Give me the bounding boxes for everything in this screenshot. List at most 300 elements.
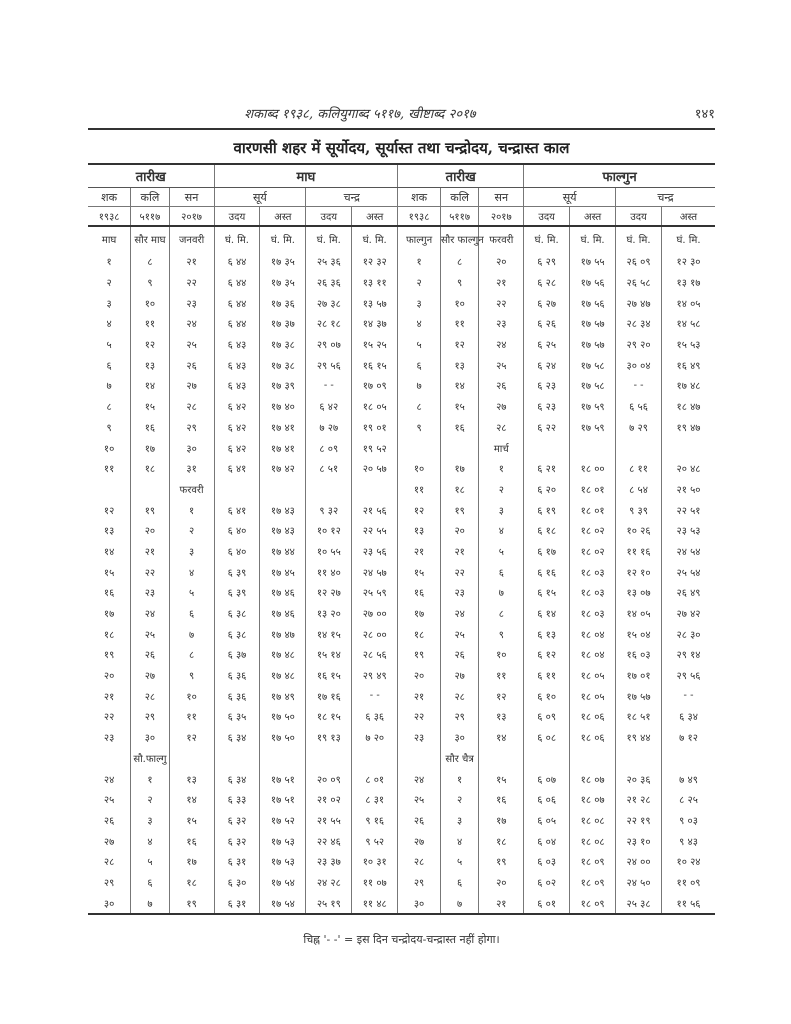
phalgun-sunset-cell bbox=[570, 437, 616, 458]
magh-shaka-date-cell: १ bbox=[106, 257, 112, 269]
phalgun-sunset-cell: १८ ०० bbox=[570, 458, 616, 479]
magh-moonset-cell: २४ ५७ bbox=[352, 561, 398, 582]
magh-sunset-cell: १७ ३९ bbox=[260, 375, 306, 396]
phalgun-moonset-cell: २० ४८ bbox=[662, 458, 716, 479]
phalgun-kali-date-cell: २९ bbox=[440, 706, 478, 727]
phalgun-moonset-cell: २९ ५६ bbox=[662, 665, 716, 686]
magh-san-date-cell: ३० bbox=[169, 437, 214, 458]
phalgun-moonrise-cell: १८ ५१ bbox=[616, 706, 662, 727]
magh-kali-date-cell: १५ bbox=[131, 396, 169, 417]
table-row bbox=[88, 292, 715, 313]
phalgun-moonrise-cell: २४ ०० bbox=[616, 851, 662, 872]
date-header-left: तारीख bbox=[88, 164, 214, 188]
phalgun-san-date-cell: १९ bbox=[479, 851, 524, 872]
phalgun-moonset-cell: २७ ४२ bbox=[662, 603, 716, 624]
phalgun-shaka-date-cell: २२ bbox=[398, 706, 441, 727]
magh-shaka-date-cell: २७ bbox=[103, 836, 115, 848]
magh-shaka-date-cell: ४ bbox=[106, 319, 112, 331]
magh-sunrise-cell: ६ ३२ bbox=[214, 830, 260, 851]
magh-san-date-cell: १० bbox=[169, 685, 214, 706]
unit-hour-minute: घं. मि. bbox=[352, 226, 398, 251]
magh-shaka-date-cell: १५ bbox=[103, 567, 115, 579]
phalgun-sunset-cell: १८ ०९ bbox=[570, 872, 616, 893]
magh-san-date-cell: २ bbox=[169, 520, 214, 541]
phalgun-sunrise-cell: ६ २८ bbox=[524, 272, 570, 293]
magh-kali-date-cell: सौ.फाल्गु bbox=[131, 748, 169, 769]
magh-sunset-cell: १७ ३७ bbox=[260, 313, 306, 334]
magh-kali-date-cell: २६ bbox=[131, 644, 169, 665]
magh-moonset-cell: २५ ५९ bbox=[352, 582, 398, 603]
uday-label: उदय bbox=[214, 207, 260, 227]
magh-sunset-cell: १७ ४७ bbox=[260, 623, 306, 644]
phalgun-san-date-cell: २० bbox=[479, 251, 524, 272]
phalgun-moonrise-cell: ९ ३९ bbox=[616, 499, 662, 520]
phalgun-sunrise-cell: ६ ०१ bbox=[524, 892, 570, 914]
magh-moonset-cell: २३ ५६ bbox=[352, 541, 398, 562]
phalgun-kali-date-cell: ३ bbox=[440, 810, 478, 831]
phalgun-sunrise-cell: ६ २३ bbox=[524, 375, 570, 396]
magh-moonset-cell: १९ ०१ bbox=[352, 417, 398, 438]
phalgun-sunset-cell: १८ ०९ bbox=[570, 851, 616, 872]
magh-moonrise-cell: ८ ०९ bbox=[306, 437, 352, 458]
phalgun-moonset-cell: ९ ०३ bbox=[662, 810, 716, 831]
phalgun-sunset-cell: १८ ०४ bbox=[570, 644, 616, 665]
magh-shaka-date-cell: २३ bbox=[103, 733, 115, 745]
phalgun-moonrise-cell: २७ ४७ bbox=[616, 292, 662, 313]
magh-sunrise-cell: ६ ३१ bbox=[214, 851, 260, 872]
phalgun-kali-date-cell: १५ bbox=[440, 396, 478, 417]
magh-sunset-cell: १७ ५२ bbox=[260, 810, 306, 831]
phalgun-sunrise-cell: ६ १२ bbox=[524, 644, 570, 665]
phalgun-shaka-date-cell: २० bbox=[398, 665, 441, 686]
magh-moonrise-cell bbox=[306, 748, 352, 769]
phalgun-moonset-cell: ९ ४३ bbox=[662, 830, 716, 851]
magh-sunrise-cell: ६ ३४ bbox=[214, 768, 260, 789]
magh-sunrise-cell: ६ ४२ bbox=[214, 417, 260, 438]
unit-hour-minute: घं. मि. bbox=[616, 226, 662, 251]
magh-kali-date-cell: १७ bbox=[131, 437, 169, 458]
magh-san-date-cell: २७ bbox=[169, 375, 214, 396]
phalgun-shaka-date-cell: २४ bbox=[398, 768, 441, 789]
phalgun-sunset-cell: १७ ५५ bbox=[570, 251, 616, 272]
magh-moonset-cell: १८ ०५ bbox=[352, 396, 398, 417]
magh-kali-date-cell: ७ bbox=[131, 892, 169, 914]
phalgun-shaka-date-cell: ३० bbox=[398, 892, 441, 914]
magh-san-date-cell: २१ bbox=[169, 251, 214, 272]
table-body bbox=[88, 251, 715, 914]
phalgun-kali-date-cell: २१ bbox=[440, 541, 478, 562]
phalgun-moonrise-cell: १४ ०५ bbox=[616, 603, 662, 624]
phalgun-sunrise-cell: ६ ०४ bbox=[524, 830, 570, 851]
phalgun-san-date-cell: ३ bbox=[479, 499, 524, 520]
ast-label: अस्त bbox=[662, 207, 716, 227]
phalgun-sunrise-cell bbox=[524, 748, 570, 769]
magh-moonrise-cell: २५ ३६ bbox=[306, 251, 352, 272]
magh-sunrise-cell: ६ ३६ bbox=[214, 685, 260, 706]
magh-moonset-cell: २८ ५६ bbox=[352, 644, 398, 665]
table-row bbox=[88, 354, 715, 375]
magh-moonset-cell: ६ ३६ bbox=[352, 706, 398, 727]
magh-san-date-cell: ८ bbox=[169, 644, 214, 665]
phalgun-moonrise-cell: ८ ५४ bbox=[616, 479, 662, 500]
phalgun-moonrise-cell: २६ ५८ bbox=[616, 272, 662, 293]
magh-sunrise-cell: ६ ४० bbox=[214, 520, 260, 541]
table-row bbox=[88, 706, 715, 727]
magh-sunset-cell: १७ ४६ bbox=[260, 582, 306, 603]
phalgun-sunset-cell: १७ ५९ bbox=[570, 417, 616, 438]
magh-shaka-date-cell: ३० bbox=[88, 892, 131, 914]
unit-saur-magh: सौर माघ bbox=[131, 226, 169, 251]
magh-sunset-cell bbox=[260, 479, 306, 500]
phalgun-sunrise-cell: ६ २६ bbox=[524, 313, 570, 334]
magh-kali-date-cell: २२ bbox=[131, 561, 169, 582]
phalgun-shaka-date-cell: १६ bbox=[398, 582, 441, 603]
magh-kali-date-cell: २७ bbox=[131, 665, 169, 686]
magh-moonset-cell: १४ ३७ bbox=[352, 313, 398, 334]
phalgun-san-date-cell: १७ bbox=[479, 810, 524, 831]
magh-sunrise-cell: ६ ३३ bbox=[214, 789, 260, 810]
table-row bbox=[88, 644, 715, 665]
ast-label: अस्त bbox=[570, 207, 616, 227]
magh-moonset-cell bbox=[352, 479, 398, 500]
unit-february: फरवरी bbox=[479, 226, 524, 251]
phalgun-shaka-date-cell: १९ bbox=[398, 644, 441, 665]
table-row bbox=[88, 499, 715, 520]
magh-sunrise-cell: ६ ४१ bbox=[214, 499, 260, 520]
magh-kali-date-cell: २४ bbox=[131, 603, 169, 624]
magh-sunset-cell: १७ ३६ bbox=[260, 292, 306, 313]
magh-shaka-date-cell: १७ bbox=[103, 609, 115, 621]
phalgun-moonrise-cell: १५ ०४ bbox=[616, 623, 662, 644]
phalgun-san-date-cell: १३ bbox=[479, 706, 524, 727]
phalgun-kali-date-cell: ६ bbox=[440, 872, 478, 893]
phalgun-moonset-cell: २२ ५१ bbox=[662, 499, 716, 520]
phalgun-moonrise-cell: २५ ३८ bbox=[616, 892, 662, 914]
phalgun-sunset-cell: १७ ५७ bbox=[570, 313, 616, 334]
magh-sunrise-cell: ६ ३४ bbox=[214, 727, 260, 748]
magh-sunrise-cell: ६ ४४ bbox=[214, 313, 260, 334]
magh-moonrise-cell: २२ ४६ bbox=[306, 830, 352, 851]
phalgun-sunrise-cell: ६ २३ bbox=[524, 396, 570, 417]
phalgun-sunset-cell: १८ ०१ bbox=[570, 499, 616, 520]
san-label: सन bbox=[479, 188, 524, 207]
phalgun-sunset-cell: १७ ५६ bbox=[570, 292, 616, 313]
magh-kali-date-cell: २८ bbox=[131, 685, 169, 706]
phalgun-moonrise-cell: ८ ११ bbox=[616, 458, 662, 479]
surya-label: सूर्य bbox=[214, 188, 306, 207]
magh-moonrise-cell: १२ २७ bbox=[306, 582, 352, 603]
phalgun-san-date-cell bbox=[479, 748, 524, 769]
magh-shaka-date-cell: २९ bbox=[103, 877, 115, 889]
magh-moonset-cell: २९ ४९ bbox=[352, 665, 398, 686]
phalgun-sunrise-cell: ६ २० bbox=[524, 479, 570, 500]
magh-kali-date-cell: १ bbox=[131, 768, 169, 789]
phalgun-san-date-cell: १४ bbox=[479, 727, 524, 748]
magh-moonrise-cell: २३ ३७ bbox=[306, 851, 352, 872]
magh-san-date-cell: २९ bbox=[169, 417, 214, 438]
running-head: शकाब्द १९३८, कलियुगाब्द ५११७, खीष्टाब्द २०१७ bbox=[244, 107, 476, 122]
phalgun-sunrise-cell: ६ १६ bbox=[524, 561, 570, 582]
magh-shaka-date-cell bbox=[88, 748, 131, 769]
unit-hour-minute: घं. मि. bbox=[662, 226, 716, 251]
phalgun-san-date-cell: २१ bbox=[479, 272, 524, 293]
magh-shaka-date-cell: १२ bbox=[103, 505, 115, 517]
unit-hour-minute: घं. मि. bbox=[524, 226, 570, 251]
table-row bbox=[88, 603, 715, 624]
magh-kali-date-cell: १३ bbox=[131, 354, 169, 375]
magh-san-date-cell: ६ bbox=[169, 603, 214, 624]
magh-moonrise-cell: १३ २० bbox=[306, 603, 352, 624]
phalgun-moonset-cell: ११ ५६ bbox=[662, 892, 716, 914]
magh-kali-date-cell: ९ bbox=[131, 272, 169, 293]
magh-shaka-date-cell: २६ bbox=[103, 815, 115, 827]
table-row bbox=[88, 830, 715, 851]
magh-san-date-cell: २३ bbox=[169, 292, 214, 313]
magh-moonrise-cell: २० ०९ bbox=[306, 768, 352, 789]
phalgun-sunrise-cell: ६ २७ bbox=[524, 292, 570, 313]
magh-moonrise-cell: ९ ३२ bbox=[306, 499, 352, 520]
phalgun-moonset-cell: १९ ४७ bbox=[662, 417, 716, 438]
phalgun-sunset-cell: १७ ५८ bbox=[570, 375, 616, 396]
phalgun-san-date-cell: ८ bbox=[479, 603, 524, 624]
phalgun-shaka-date-cell: १२ bbox=[398, 499, 441, 520]
magh-moonrise-cell: १७ १६ bbox=[306, 685, 352, 706]
magh-sunrise-cell: ६ ४३ bbox=[214, 334, 260, 355]
phalgun-moonset-cell: १२ ३० bbox=[662, 251, 716, 272]
unit-january: जनवरी bbox=[169, 226, 214, 251]
magh-sunrise-cell: ६ ३८ bbox=[214, 623, 260, 644]
magh-san-date-cell: १ bbox=[169, 499, 214, 520]
phalgun-kali-date-cell: १४ bbox=[440, 375, 478, 396]
magh-sunset-cell: १७ ३५ bbox=[260, 272, 306, 293]
kali-year: ५११७ bbox=[131, 207, 169, 227]
magh-kali-date-cell: ३० bbox=[131, 727, 169, 748]
magh-kali-date-cell: २५ bbox=[131, 623, 169, 644]
table-row bbox=[88, 396, 715, 417]
phalgun-shaka-date-cell: २६ bbox=[398, 810, 441, 831]
phalgun-shaka-date-cell bbox=[398, 437, 441, 458]
magh-shaka-date-cell: ५ bbox=[106, 340, 112, 352]
phalgun-shaka-date-cell: २३ bbox=[398, 727, 441, 748]
magh-moonset-cell: १३ ११ bbox=[352, 272, 398, 293]
magh-moonset-cell: १६ १५ bbox=[352, 354, 398, 375]
table-row bbox=[88, 313, 715, 334]
magh-moonset-cell: १० ३१ bbox=[352, 851, 398, 872]
magh-sunset-cell: १७ ४८ bbox=[260, 644, 306, 665]
magh-moonrise-cell: - - bbox=[306, 375, 352, 396]
magh-sunset-cell: १७ ४३ bbox=[260, 499, 306, 520]
table-row bbox=[88, 251, 715, 272]
magh-san-date-cell: १९ bbox=[169, 892, 214, 914]
phalgun-kali-date-cell: २६ bbox=[440, 644, 478, 665]
phalgun-sunrise-cell: ६ ०६ bbox=[524, 789, 570, 810]
magh-sunrise-cell: ६ ३० bbox=[214, 872, 260, 893]
phalgun-sunrise-cell: ६ ०३ bbox=[524, 851, 570, 872]
magh-shaka-date-cell: ६ bbox=[106, 360, 112, 372]
shaka-year: १९३८ bbox=[398, 207, 441, 227]
table-row bbox=[88, 437, 715, 458]
phalgun-sunrise-cell: ६ १० bbox=[524, 685, 570, 706]
magh-kali-date-cell: १२ bbox=[131, 334, 169, 355]
kali-label: कलि bbox=[440, 188, 478, 207]
uday-label: उदय bbox=[524, 207, 570, 227]
magh-sunset-cell: १७ ४१ bbox=[260, 437, 306, 458]
phalgun-sunrise-cell: ६ ०८ bbox=[524, 727, 570, 748]
magh-san-date-cell: १५ bbox=[169, 810, 214, 831]
phalgun-moonset-cell: २४ ५४ bbox=[662, 541, 716, 562]
magh-shaka-date-cell: ३ bbox=[106, 298, 112, 310]
magh-sunrise-cell bbox=[214, 479, 260, 500]
phalgun-moonset-cell: १६ ४९ bbox=[662, 354, 716, 375]
phalgun-kali-date-cell: ५ bbox=[440, 851, 478, 872]
phalgun-shaka-date-cell: १८ bbox=[398, 623, 441, 644]
magh-sunset-cell: १७ ४३ bbox=[260, 520, 306, 541]
magh-moonrise-cell: १८ १५ bbox=[306, 706, 352, 727]
magh-moonrise-cell: १५ १४ bbox=[306, 644, 352, 665]
magh-sunrise-cell: ६ ३९ bbox=[214, 582, 260, 603]
magh-sunrise-cell: ६ ४४ bbox=[214, 272, 260, 293]
phalgun-shaka-date-cell: २१ bbox=[398, 541, 441, 562]
phalgun-kali-date-cell: सौर चैत्र bbox=[440, 748, 478, 769]
phalgun-kali-date-cell: १ bbox=[440, 768, 478, 789]
magh-moonrise-cell: ८ ५१ bbox=[306, 458, 352, 479]
magh-shaka-date-cell: १३ bbox=[103, 526, 115, 538]
kali-label: कलि bbox=[131, 188, 169, 207]
magh-shaka-date-cell: २४ bbox=[103, 774, 115, 786]
magh-kali-date-cell: १९ bbox=[131, 499, 169, 520]
magh-moonset-cell: २२ ५५ bbox=[352, 520, 398, 541]
phalgun-san-date-cell: ६ bbox=[479, 561, 524, 582]
phalgun-moonrise-cell: ३० ०४ bbox=[616, 354, 662, 375]
phalgun-sunrise-cell: ६ ०५ bbox=[524, 810, 570, 831]
phalgun-sunset-cell: १८ ०३ bbox=[570, 561, 616, 582]
phalgun-moonrise-cell: १२ १० bbox=[616, 561, 662, 582]
magh-shaka-date-cell: २० bbox=[103, 671, 115, 683]
table-row bbox=[88, 417, 715, 438]
phalgun-kali-date-cell: ४ bbox=[440, 830, 478, 851]
phalgun-shaka-date-cell bbox=[398, 748, 441, 769]
phalgun-shaka-date-cell: ६ bbox=[398, 354, 441, 375]
phalgun-moonset-cell: १८ ४७ bbox=[662, 396, 716, 417]
chandra-label: चन्द्र bbox=[306, 188, 398, 207]
phalgun-shaka-date-cell: २ bbox=[398, 272, 441, 293]
page-number: १४१ bbox=[694, 107, 715, 122]
magh-sunrise-cell: ६ ३५ bbox=[214, 706, 260, 727]
table-row bbox=[88, 748, 715, 769]
magh-sunrise-cell bbox=[214, 748, 260, 769]
table-row bbox=[88, 561, 715, 582]
magh-kali-date-cell: ४ bbox=[131, 830, 169, 851]
ast-label: अस्त bbox=[260, 207, 306, 227]
magh-sunrise-cell: ६ ४२ bbox=[214, 437, 260, 458]
magh-san-date-cell: ७ bbox=[169, 623, 214, 644]
phalgun-moonset-cell: ८ २५ bbox=[662, 789, 716, 810]
magh-moonset-cell: १९ ५२ bbox=[352, 437, 398, 458]
phalgun-moonrise-cell: १७ ५७ bbox=[616, 685, 662, 706]
magh-moonrise-cell: १४ १५ bbox=[306, 623, 352, 644]
phalgun-moonset-cell: १३ १७ bbox=[662, 272, 716, 293]
magh-sunrise-cell: ६ ३२ bbox=[214, 810, 260, 831]
phalgun-sunset-cell: १८ ०५ bbox=[570, 665, 616, 686]
phalgun-sunset-cell: १८ ०६ bbox=[570, 706, 616, 727]
phalgun-sunset-cell: १७ ५८ bbox=[570, 354, 616, 375]
magh-sunrise-cell: ६ ३९ bbox=[214, 561, 260, 582]
magh-shaka-date-cell: १९ bbox=[103, 650, 115, 662]
magh-moonset-cell: २१ ५६ bbox=[352, 499, 398, 520]
magh-san-date-cell: १८ bbox=[169, 872, 214, 893]
magh-san-date-cell: २५ bbox=[169, 334, 214, 355]
magh-moonset-cell: ८ ०१ bbox=[352, 768, 398, 789]
table-row bbox=[88, 851, 715, 872]
unit-magh: माघ bbox=[101, 235, 117, 246]
phalgun-kali-date-cell: १२ bbox=[440, 334, 478, 355]
phalgun-sunrise-cell: ६ ०२ bbox=[524, 872, 570, 893]
phalgun-moonrise-cell: - - bbox=[616, 375, 662, 396]
table-row bbox=[88, 789, 715, 810]
phalgun-san-date-cell: १५ bbox=[479, 768, 524, 789]
phalgun-moonset-cell bbox=[662, 748, 716, 769]
magh-sunset-cell: १७ ३८ bbox=[260, 354, 306, 375]
magh-shaka-date-cell: २१ bbox=[103, 691, 115, 703]
phalgun-sunset-cell: १८ ०२ bbox=[570, 541, 616, 562]
unit-hour-minute: घं. मि. bbox=[306, 226, 352, 251]
phalgun-moonrise-cell: १० २६ bbox=[616, 520, 662, 541]
phalgun-sunset-cell: १८ ०६ bbox=[570, 727, 616, 748]
magh-sunset-cell: १७ ५१ bbox=[260, 789, 306, 810]
phalgun-kali-date-cell: २ bbox=[440, 789, 478, 810]
magh-moonset-cell: १३ ५७ bbox=[352, 292, 398, 313]
magh-sunset-cell: १७ ४६ bbox=[260, 603, 306, 624]
magh-sunset-cell: १७ ५४ bbox=[260, 892, 306, 914]
footnote: चिह्न '- -' = इस दिन चन्द्रोदय-चन्द्रास्त नहीं होगा। bbox=[303, 933, 500, 946]
magh-san-date-cell: फरवरी bbox=[169, 479, 214, 500]
magh-shaka-date-cell: ८ bbox=[106, 402, 112, 414]
phalgun-kali-date-cell: २० bbox=[440, 520, 478, 541]
magh-moonset-cell: १५ २५ bbox=[352, 334, 398, 355]
page-title: वारणसी शहर में सूर्योदय, सूर्यास्त तथा चन्द्रोदय, चन्द्रास्त काल bbox=[233, 139, 570, 157]
uday-label: उदय bbox=[306, 207, 352, 227]
magh-san-date-cell: ३ bbox=[169, 541, 214, 562]
phalgun-kali-date-cell: १८ bbox=[440, 479, 478, 500]
magh-sunset-cell bbox=[260, 748, 306, 769]
magh-sunset-cell: १७ ५३ bbox=[260, 830, 306, 851]
phalgun-moonrise-cell: १७ ०१ bbox=[616, 665, 662, 686]
table-row bbox=[88, 479, 715, 500]
phalgun-kali-date-cell: १३ bbox=[440, 354, 478, 375]
magh-san-date-cell: १७ bbox=[169, 851, 214, 872]
table-row bbox=[88, 685, 715, 706]
magh-moonrise-cell: १९ १३ bbox=[306, 727, 352, 748]
phalgun-shaka-date-cell: २१ bbox=[398, 685, 441, 706]
magh-moonset-cell: २० ५७ bbox=[352, 458, 398, 479]
phalgun-moonrise-cell: ६ ५६ bbox=[616, 396, 662, 417]
phalgun-kali-date-cell: २७ bbox=[440, 665, 478, 686]
phalgun-moonrise-cell: २१ २८ bbox=[616, 789, 662, 810]
phalgun-san-date-cell: २७ bbox=[479, 396, 524, 417]
phalgun-san-date-cell: ११ bbox=[479, 665, 524, 686]
phalgun-moonrise-cell: ७ २९ bbox=[616, 417, 662, 438]
magh-moonrise-cell: २४ २८ bbox=[306, 872, 352, 893]
phalgun-shaka-date-cell: १ bbox=[398, 251, 441, 272]
phalgun-shaka-date-cell: २५ bbox=[398, 789, 441, 810]
phalgun-kali-date-cell bbox=[440, 437, 478, 458]
magh-shaka-date-cell: ९ bbox=[106, 422, 112, 434]
shaka-label: शक bbox=[398, 188, 441, 207]
magh-shaka-date-cell: ११ bbox=[103, 464, 115, 476]
magh-kali-date-cell: १४ bbox=[131, 375, 169, 396]
phalgun-moonrise-cell: २० ३६ bbox=[616, 768, 662, 789]
phalgun-shaka-date-cell: ७ bbox=[398, 375, 441, 396]
